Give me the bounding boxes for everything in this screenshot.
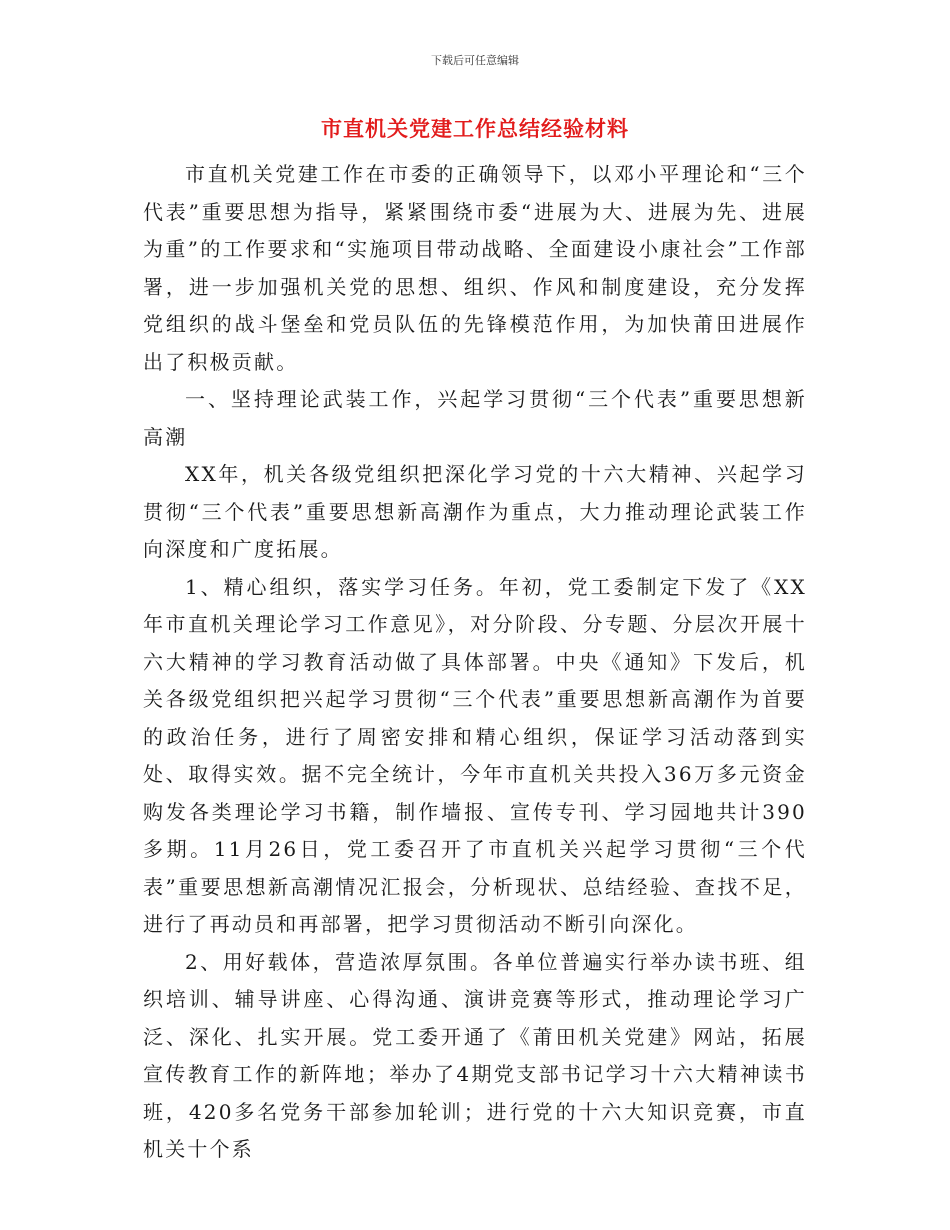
section-heading-1: 一、坚持理论武装工作，兴起学习贯彻“三个代表”重要思想新高潮 — [143, 387, 807, 449]
paragraph-section-1-intro: XX年，机关各级党组织把深化学习党的十六大精神、兴起学习贯彻“三个代表”重要思想新高潮作为重点，大力推动理论武装工作向深度和广度拓展。 — [143, 462, 807, 561]
paragraph-item-2: 2、用好载体，营造浓厚氛围。各单位普遍实行举办读书班、组织培训、辅导讲座、心得沟通、演讲竞赛等形式，推动理论学习广泛、深化、扎实开展。党工委开通了《莆田机关党建》网站，拓展宣传教育工作的新阵地；举办了4期党支部书记学习十六大精神读书班，420多名党务干部参加轮训；进行党的十六大知识竞赛，市直机关十个系 — [143, 949, 807, 1161]
document-body — [143, 156, 807, 1169]
document-title: 市直机关党建工作总结经验材料 — [321, 117, 629, 141]
paragraph-intro: 市直机关党建工作在市委的正确领导下，以邓小平理论和“三个代表”重要思想为指导，紧紧围绕市委“进展为大、进展为先、进展为重”的工作要求和“实施项目带动战略、全面建设小康社会”工作部署，进一步加强机关党的思想、组织、作风和制度建设，充分发挥党组织的战斗堡垒和党员队伍的先锋模范作用，为加快莆田进展作出了积极贡献。 — [143, 162, 807, 374]
header-note: 下载后可任意编辑 — [431, 54, 519, 67]
paragraph-item-1: 1、精心组织，落实学习任务。年初，党工委制定下发了《XX年市直机关理论学习工作意见》，对分阶段、分专题、分层次开展十六大精神的学习教育活动做了具体部署。中央《通知》下发后，机关各级党组织把兴起学习贯彻“三个代表”重要思想新高潮作为首要的政治任务，进行了周密安排和精心组织，保证学习活动落到实处、取得实效。据不完全统计，今年市直机关共投入36万多元资金购发各类理论学习书籍，制作墙报、宣传专刊、学习园地共计390多期。11月26日，党工委召开了市直机关兴起学习贯彻“三个代表”重要思想新高潮情况汇报会，分析现状、总结经验、查找不足，进行了再动员和再部署，把学习贯彻活动不断引向深化。 — [143, 574, 807, 936]
